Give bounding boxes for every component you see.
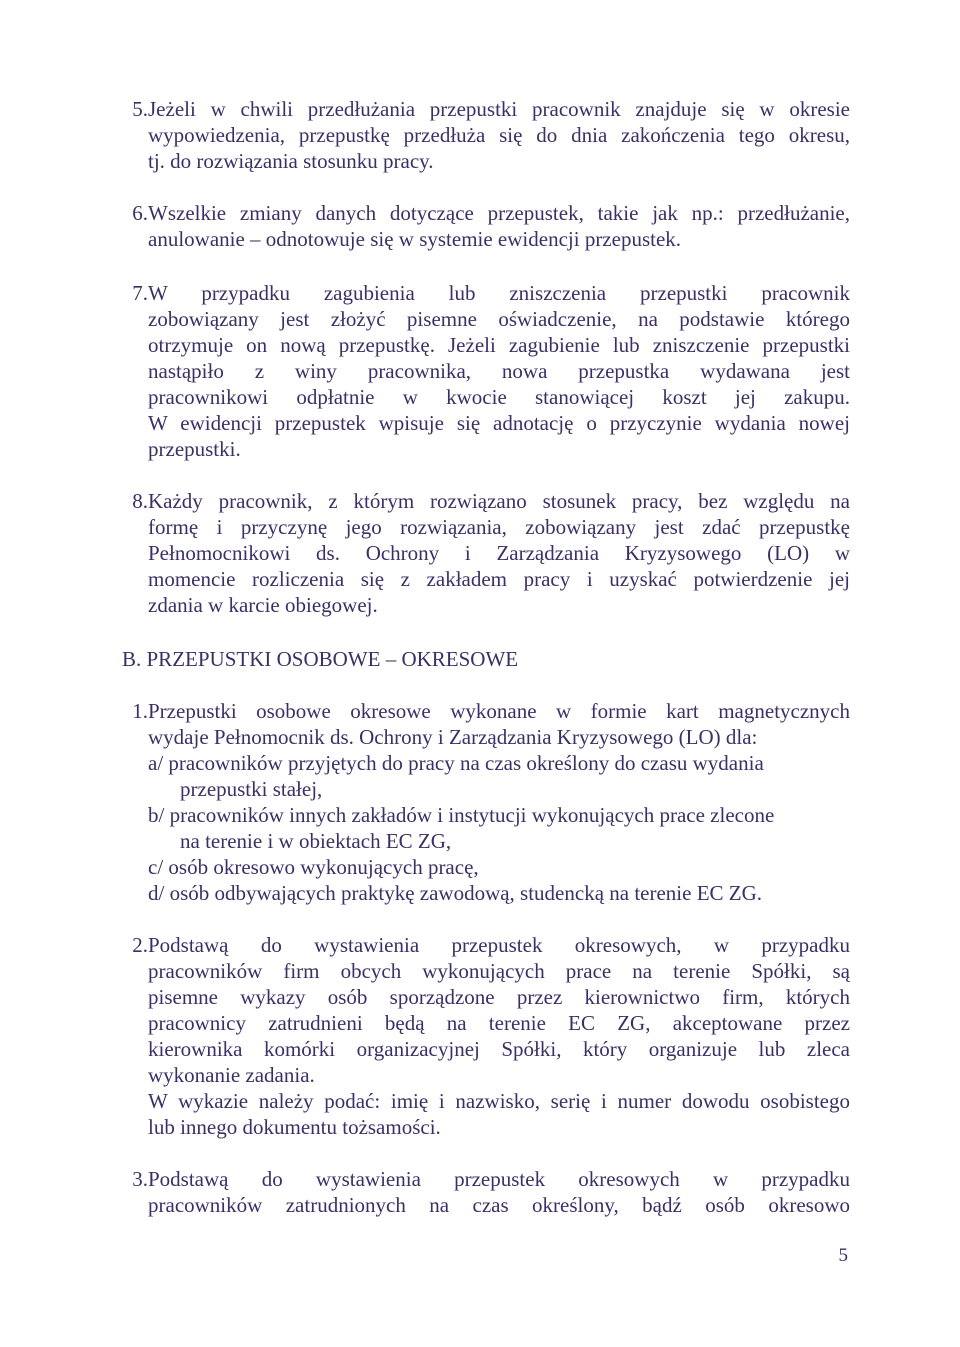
item-body [148,1166,850,1218]
text-line: Podstawą do wystawienia przepustek okresowych, w przypadku [148,933,850,957]
text-line: zdania w karcie obiegowej. [148,593,378,617]
text-line: formę i przyczynę jego rozwiązania, zobowiązany jest zdać przepustkę [148,515,850,539]
text-line: pracowników firm obcych wykonujących prace na terenie Spółki, są [148,959,850,983]
item-number: 3. [132,1167,148,1191]
subitem-b-continuation: na terenie i w obiektach EC ZG, [180,829,452,853]
item-body [148,96,850,174]
subitem-a: a/ pracowników przyjętych do pracy na czas określony do czasu wydania [148,751,764,775]
text-line: Przepustki osobowe okresowe wykonane w formie kart magnetycznych [148,699,850,723]
text-line: zobowiązany jest złożyć pisemne oświadczenie, na podstawie którego [148,307,850,331]
item-body [148,280,850,462]
text-line: pracownikowi odpłatnie w kwocie stanowiącej koszt jej zakupu. [148,385,850,409]
paragraph-item-5 [122,96,850,174]
subitem-c: c/ osób okresowo wykonujących pracę, [148,855,479,879]
paragraph-item-6 [122,200,850,252]
text-line: wydaje Pełnomocnik ds. Ochrony i Zarządzania Kryzysowego (LO) dla: [148,725,758,749]
subitem-a-continuation: przepustki stałej, [180,777,323,801]
text-line: tj. do rozwiązania stosunku pracy. [148,149,434,173]
item-body [148,698,850,906]
paragraph-item-8 [122,488,850,618]
text-line: momencie rozliczenia się z zakładem pracy i uzyskać potwierdzenie jej [148,567,850,591]
text-line: Jeżeli w chwili przedłużania przepustki pracownik znajduje się w okresie [148,97,850,121]
item-body [148,200,850,252]
item-number: 2. [132,933,148,957]
text-line: Wszelkie zmiany danych dotyczące przepustek, takie jak np.: przedłużanie, [148,201,850,225]
section-b-item-1 [122,698,850,906]
text-line: wypowiedzenia, przepustkę przedłuża się do dnia zakończenia tego okresu, [148,123,850,147]
text-line: Każdy pracownik, z którym rozwiązano stosunek pracy, bez względu na [148,489,850,513]
section-b-item-3 [122,1166,850,1218]
text-line: wykonanie zadania. [148,1063,315,1087]
item-body [148,488,850,618]
text-line: lub innego dokumentu tożsamości. [148,1115,441,1139]
text-line: anulowanie – odnotowuje się w systemie ewidencji przepustek. [148,227,682,251]
text-line: kierownika komórki organizacyjnej Spółki, który organizuje lub zleca [148,1037,850,1061]
text-line: pracownicy zatrudnieni będą na terenie EC ZG, akceptowane przez [148,1011,850,1035]
text-line: W przypadku zagubienia lub zniszczenia przepustki pracownik [148,281,850,305]
text-line: otrzymuje on nową przepustkę. Jeżeli zagubienie lub zniszczenie przepustki [148,333,850,357]
item-number: 1. [132,699,148,723]
text-line: W ewidencji przepustek wpisuje się adnotację o przyczynie wydania nowej [148,411,850,435]
page-number: 5 [838,1245,848,1266]
section-b-item-2 [122,932,850,1140]
item-number: 7. [132,281,148,305]
item-number: 8. [132,489,148,513]
text-line: W wykazie należy podać: imię i nazwisko, serię i numer dowodu osobistego [148,1089,850,1113]
section-heading: B. PRZEPUSTKI OSOBOWE – OKRESOWE [122,647,519,671]
item-number: 5. [132,97,148,121]
text-line: nastąpiło z winy pracownika, nowa przepustka wydawana jest [148,359,850,383]
text-line: pracowników zatrudnionych na czas określony, bądź osób okresowo [148,1193,850,1217]
paragraph-item-7 [122,280,850,462]
subitem-d: d/ osób odbywających praktykę zawodową, studencką na terenie EC ZG. [148,881,763,905]
text-line: przepustki. [148,437,241,461]
text-line: Pełnomocnikowi ds. Ochrony i Zarządzania Kryzysowego (LO) w [148,541,850,565]
text-line: Podstawą do wystawienia przepustek okresowych w przypadku [148,1167,850,1191]
subitem-b: b/ pracowników innych zakładów i instytucji wykonujących prace zlecone [148,803,775,827]
item-body [148,932,850,1140]
text-line: pisemne wykazy osób sporządzone przez kierownictwo firm, których [148,985,850,1009]
item-number: 6. [132,201,148,225]
